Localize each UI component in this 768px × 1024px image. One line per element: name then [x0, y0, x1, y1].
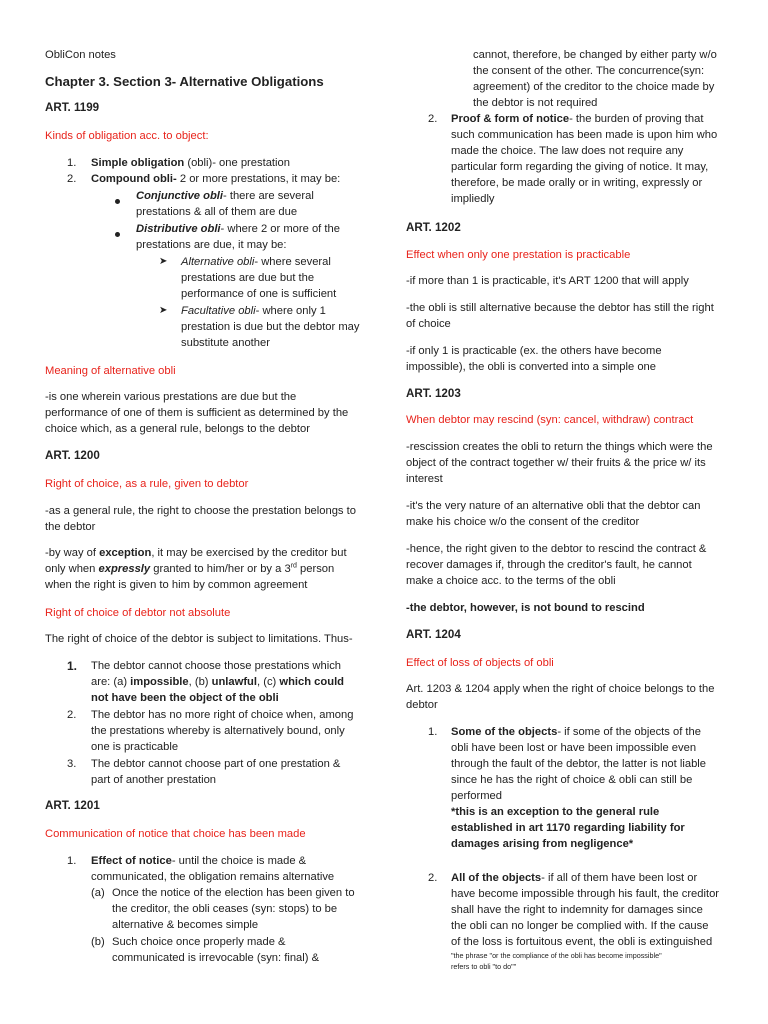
list-item: Alternative obli- where several [181, 256, 331, 268]
list-number: 1. [67, 855, 77, 867]
paragraph-line: -is one wherein various prestations are due but the [45, 391, 297, 403]
list-item-cont: part of another prestation [91, 774, 217, 786]
sublist-label: (b) [91, 936, 105, 948]
footnote-line: refers to obli "to do"" [451, 962, 517, 971]
sublist-item-cont: alternative & becomes simple [112, 919, 259, 931]
list-item-cont: substitute another [181, 337, 270, 349]
list-item-cont: the consent of the other. The concurrence(syn: [473, 65, 705, 77]
paragraph-line: object of the contract together w/ their fruits & the price w/ its [406, 457, 706, 469]
list-number: 2. [428, 113, 438, 125]
list-item: Effect of notice- until the choice is made & [91, 855, 307, 867]
paragraph-line: -the obli is still alternative because the debtor has still the right [406, 302, 714, 314]
list-item-cont: such communication has been made is upon him who [451, 129, 718, 141]
note-line: *this is an exception to the general rule [451, 806, 660, 818]
list-item-cont: performance of one is sufficient [181, 288, 337, 300]
list-item: The debtor cannot choose part of one prestation & [91, 758, 341, 770]
not-absolute-heading: Right of choice of debtor not absolute [45, 607, 231, 619]
paragraph-line: make his choice w/o the consent of the creditor [406, 516, 640, 528]
note-line: established in art 1170 regarding liability for [451, 822, 685, 834]
paragraph-line: -it's the very nature of an alternative obli that the debtor can [406, 500, 701, 512]
paragraph-line: -if only 1 is practicable (ex. the others have become [406, 345, 662, 357]
art-1201-heading: ART. 1201 [45, 799, 100, 812]
list-number: 2. [67, 709, 77, 721]
paragraph-line: of choice [406, 318, 451, 330]
paragraph-line: The right of choice of the debtor is subject to limitations. Thus- [45, 633, 353, 645]
list-number: 3. [67, 758, 77, 770]
list-item-cont: therefore, be made orally or in writing, expressly or [451, 177, 703, 189]
loss-heading: Effect of loss of objects of obli [406, 657, 554, 669]
rescind-heading: When debtor may rescind (syn: cancel, withdraw) contract [406, 414, 694, 426]
list-item-cont: prestation is due but the debtor may [181, 321, 360, 333]
paragraph-line: the debtor [45, 521, 96, 533]
footnote-line: "the phrase "or the compliance of the obli has become impossible" [451, 951, 662, 960]
sublist-item-cont: communicated is irrevocable (syn: final) & [112, 952, 320, 964]
paragraph-line: recover damages if, through the creditor's fault, he cannot [406, 559, 692, 571]
bullet-dot-icon [115, 193, 120, 198]
paragraph-line: -as a general rule, the right to choose the prestation belongs to [45, 505, 356, 517]
list-item: Facultative obli- where only 1 [181, 305, 326, 317]
list-item: Distributive obli- where 2 or more of the [136, 223, 340, 235]
paragraph-line: choice which, as a general rule, belongs to the debtor [45, 423, 310, 435]
communication-heading: Communication of notice that choice has been made [45, 828, 306, 840]
list-item-cont: shall have the right to indemnity for damages since [451, 904, 703, 916]
effect-heading: Effect when only one prestation is practicable [406, 249, 631, 261]
right-heading: Right of choice, as a rule, given to debtor [45, 478, 249, 490]
list-item: All of the objects- if all of them have been lost or [451, 872, 698, 884]
art-1204-heading: ART. 1204 [406, 628, 461, 641]
list-item-cont: not have been the object of the obli [91, 692, 279, 704]
paragraph-line: impossible), the obli is converted into a simple one [406, 361, 656, 373]
list-number: 1. [67, 157, 77, 169]
list-item-cont: through the fault of the debtor, the latter is not liable [451, 758, 706, 770]
list-item-cont: communicated, the obligation remains alternative [91, 871, 335, 883]
list-item: Some of the objects- if some of the objects of the [451, 726, 701, 738]
list-item-cont: performed [451, 790, 502, 802]
list-item-cont: obli have been lost or have been impossible even [451, 742, 697, 754]
list-item-cont: the debtor is not required [473, 97, 598, 109]
sublist-item: Once the notice of the election has been given to [112, 887, 355, 899]
list-number: 2. [67, 173, 77, 185]
paragraph-line: make a choice acc. to the terms of the obli [406, 575, 616, 587]
list-item: Compound obli- 2 or more prestations, it may be: [91, 173, 341, 185]
list-item-cont: prestations are due but the [181, 272, 315, 284]
paragraph-line: performance of one of them is sufficient as determined by the [45, 407, 349, 419]
paragraph-line: -the debtor, however, is not bound to rescind [406, 602, 645, 614]
list-item-cont: prestations & all of them are due [136, 206, 298, 218]
paragraph-line: -if more than 1 is practicable, it's ART 1200 that will apply [406, 275, 689, 287]
kinds-heading: Kinds of obligation acc. to object: [45, 130, 209, 142]
sublist-item-cont: the creditor, the obli ceases (syn: stops) to be [112, 903, 338, 915]
list-item: Simple obligation (obli)- one prestation [91, 157, 290, 169]
list-item-cont: of the loss is fortuitous event, the obli is extinguished [451, 936, 713, 948]
list-item: Proof & form of notice- the burden of proving that [451, 113, 704, 125]
list-item: The debtor cannot choose those prestations which [91, 660, 342, 672]
doc-title: ObliCon notes [45, 49, 116, 61]
paragraph-line: Art. 1203 & 1204 apply when the right of choice belongs to the [406, 683, 715, 695]
list-item-cont: the prestations whereby is alternatively bound, only [91, 725, 345, 737]
list-item-cont: since he has the right of choice & obli can still be [451, 774, 693, 786]
list-item-cont: particular form regarding the giving of notice. It may, [451, 161, 709, 173]
paragraph-line: -rescission creates the obli to return the things which were the [406, 441, 713, 453]
list-item-cont: one is practicable [91, 741, 179, 753]
list-number: 2. [428, 872, 438, 884]
paragraph-line: -hence, the right given to the debtor to rescind the contract & [406, 543, 707, 555]
sublist-item: Such choice once properly made & [112, 936, 286, 948]
list-item-cont: are: (a) impossible, (b) unlawful, (c) which could [91, 676, 345, 688]
arrow-bullet-icon: ➤ [159, 305, 168, 316]
list-item-cont: prestations are due, it may be: [136, 239, 287, 251]
art-1203-heading: ART. 1203 [406, 387, 461, 400]
list-item: Conjunctive obli- there are several [136, 190, 314, 202]
list-item: The debtor has no more right of choice when, among [91, 709, 354, 721]
paragraph-line: only when expressly granted to him/her or by a 3rd person [45, 562, 335, 575]
meaning-heading: Meaning of alternative obli [45, 365, 176, 377]
list-item-cont: have become impossible through his fault, the creditor [451, 888, 720, 900]
list-number: 1. [67, 659, 78, 673]
bullet-dot-icon [115, 226, 120, 231]
paragraph-line: when the right is given to him by common agreement [45, 579, 308, 591]
art-1200-heading: ART. 1200 [45, 449, 100, 462]
chapter-heading: Chapter 3. Section 3- Alternative Obligations [45, 74, 324, 89]
list-item-cont: impliedly [451, 193, 495, 205]
arrow-bullet-icon: ➤ [159, 256, 168, 267]
note-line: damages arising from negligence* [451, 838, 634, 850]
list-number: 1. [428, 726, 438, 738]
list-item-cont: agreement) of the creditor to the choice made by [473, 81, 715, 93]
art-1199-heading: ART. 1199 [45, 101, 100, 114]
art-1202-heading: ART. 1202 [406, 221, 461, 234]
paragraph-line: debtor [406, 699, 438, 711]
list-item-cont: the obli can no longer be complied with. If the cause [451, 920, 709, 932]
sublist-label: (a) [91, 887, 105, 899]
paragraph-line: -by way of exception, it may be exercised by the creditor but [45, 547, 347, 559]
list-item-cont: made the choice. The law does not require any [451, 145, 684, 157]
paragraph-line: interest [406, 473, 443, 485]
list-item-cont: cannot, therefore, be changed by either party w/o [473, 49, 717, 61]
